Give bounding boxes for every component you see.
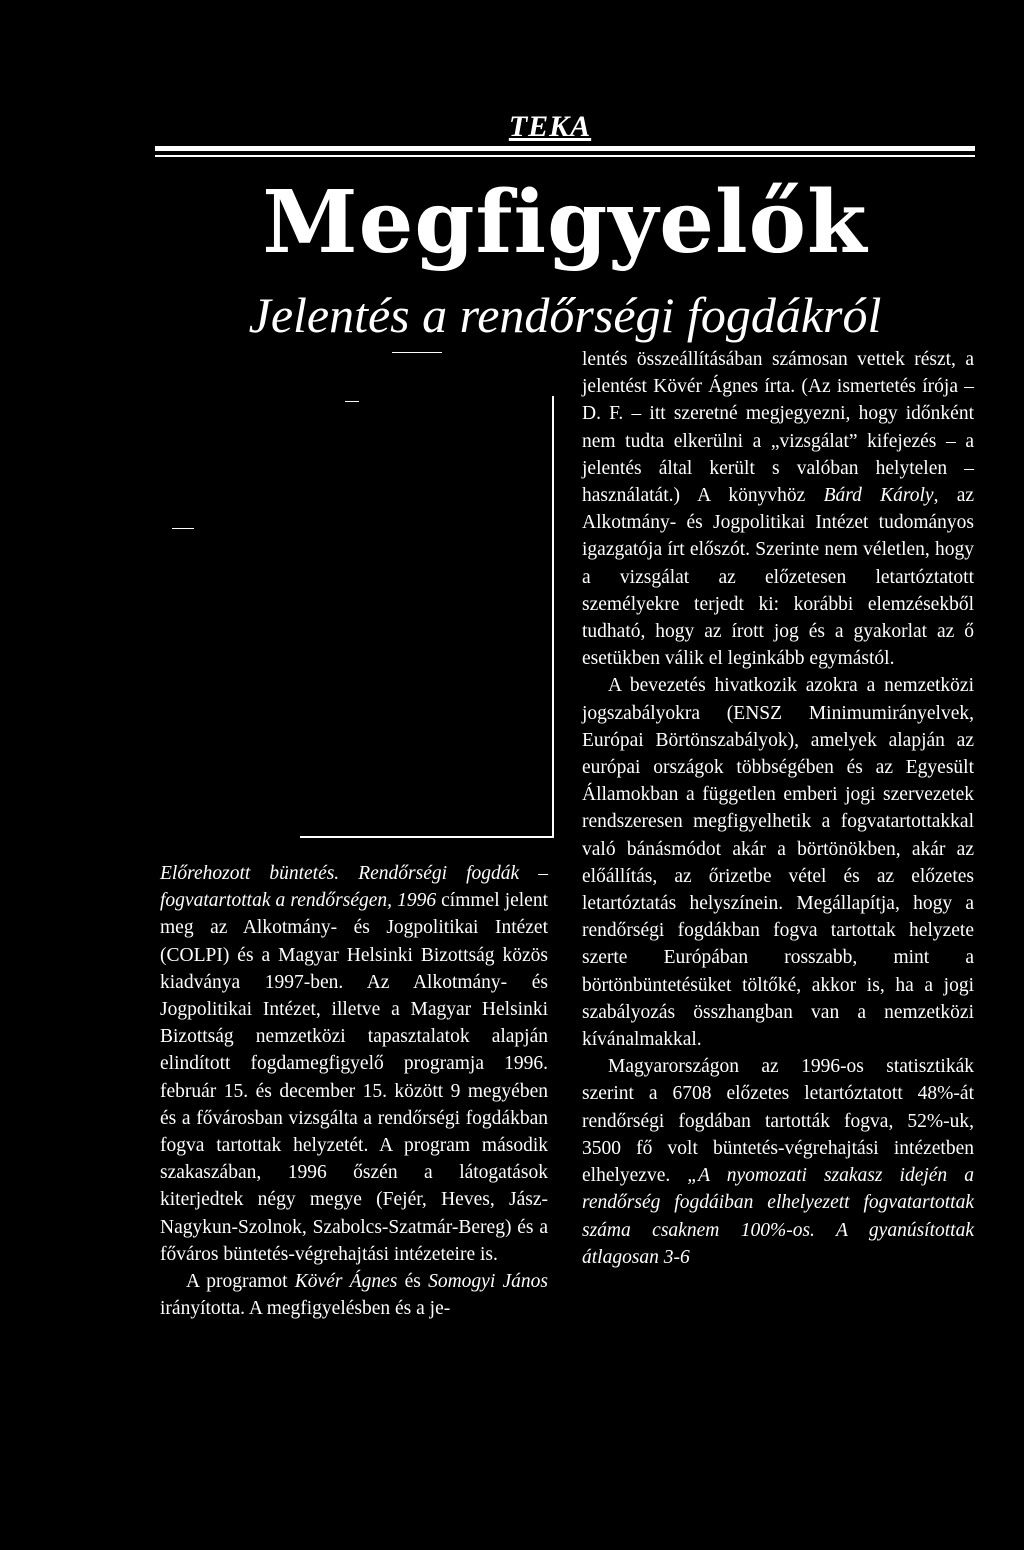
left-column: [160, 860, 548, 1322]
person-name: Somogyi János: [428, 1271, 549, 1293]
person-name: Bárd Károly: [823, 485, 934, 507]
person-name: Kövér Ágnes: [294, 1271, 398, 1293]
intro-law-paragraph: A bevezetés hivatkozik azokra a nemzetközi jogszabályokra (ENSZ Minimumirányelvek, Európai Börtönszabályok), amelyek alapján az európai országok többségében és az Egyesült Államokban a független emberi jogi szervezetek rendszeresen megfigyelhetik a fogvatartottakkal való bánásmódot akár a börtönökben, akár az előállítás, az őrizetbe vétel és az előzetes letartóztatás helyszínein. Megállapítja, hogy a rendőrségi fogdákban fogva tartottak helyzete szerte Európában rosszabb, mint a börtönbüntetésüket töltőké, akkor is, ha a jogi szabályozás összhangban van a nemzetközi kívánalmakkal.: [582, 675, 974, 1051]
text-run: lentés összeállításában számosan vettek részt, a jelentést Kövér Ágnes írta. (Az ismertetés írója – D. F. – itt szeretné megjegyezni, hogy időnként nem tudta elkerülni a „vizsgálat” kifejezés – a jelentés által került s valóban helytelen – használatát.) A könyvhöz: [582, 349, 974, 507]
header-rule-thick: [155, 146, 975, 151]
leaders-paragraph: [160, 1268, 548, 1322]
photo-frame: [300, 396, 554, 838]
text-run: A programot: [186, 1271, 295, 1293]
text-run: , az Alkotmány- és Jogpolitikai Intézet tudományos igazgatója írt előszót. Szerinte nem véletlen, hogy a vizsgálat az előzetesen letartóztatott személyekre terjedt ki: korábbi elemzésekből tudható, hogy az írott jog és a gyakorlat az ő esetükben válik el leginkább egymástól.: [582, 485, 974, 670]
intro-text: címmel jelent meg az Alkotmány- és Jogpolitikai Intézet (COLPI) és a Magyar Helsinki Bizottság közös kiadványa 1997-ben. Az Alkotmány- és Jogpolitikai Intézet, illetve a Magyar Helsinki Bizottság nemzetközi tapasztalatok alapján elindított fogdamegfigyelő programja 1996. február 15. és december 15. között 9 megyében és a fővárosban vizsgálta a rendőrségi fogdákban fogva tartottak helyzetét. A program második szakaszában, 1996 őszén a látogatások kiterjedtek négy megye (Fejér, Heves, Jász-Nagykun-Szolnok, Szabolcs-Szatmár-Bereg) és a főváros büntetés-végrehajtási intézeteire is.: [160, 890, 549, 1265]
quote-text: „A nyomozati szakasz idején a rendőrség fogdáiban elhelyezett fogvatartottak száma csaknem 100%-os. A gyanúsítottak átlagosan 3-6: [582, 1165, 974, 1268]
divider-mark: [172, 528, 194, 529]
header-rule-thin: [155, 155, 975, 157]
divider-mark: [392, 352, 442, 353]
article-title: Megfigyelők: [262, 172, 868, 273]
text-run: irányította. A megfigyelésben és a je-: [160, 1298, 451, 1320]
right-column: [582, 346, 974, 1271]
text-run: Magyarországon az 1996-os statisztikák szerint a 6708 előzetes letartóztatott 48%-át rendőrségi fogdában tartották fogva, 52%-uk, 3500 fő volt büntetés-végrehajtási intézetben elhelyezve.: [582, 1056, 974, 1187]
text-run: és: [397, 1271, 429, 1293]
continuation-paragraph: [582, 346, 974, 672]
intro-paragraph: [160, 860, 548, 1268]
article-subtitle: Jelentés a rendőrségi fogdákról: [248, 287, 882, 343]
book-title-caption: Előrehozott büntetés. Rendőrségi fogdák –fogvatartottak a rendőrségen, 1996: [160, 863, 548, 912]
section-label: TEKA: [508, 110, 592, 143]
statistics-paragraph: [582, 1053, 974, 1271]
